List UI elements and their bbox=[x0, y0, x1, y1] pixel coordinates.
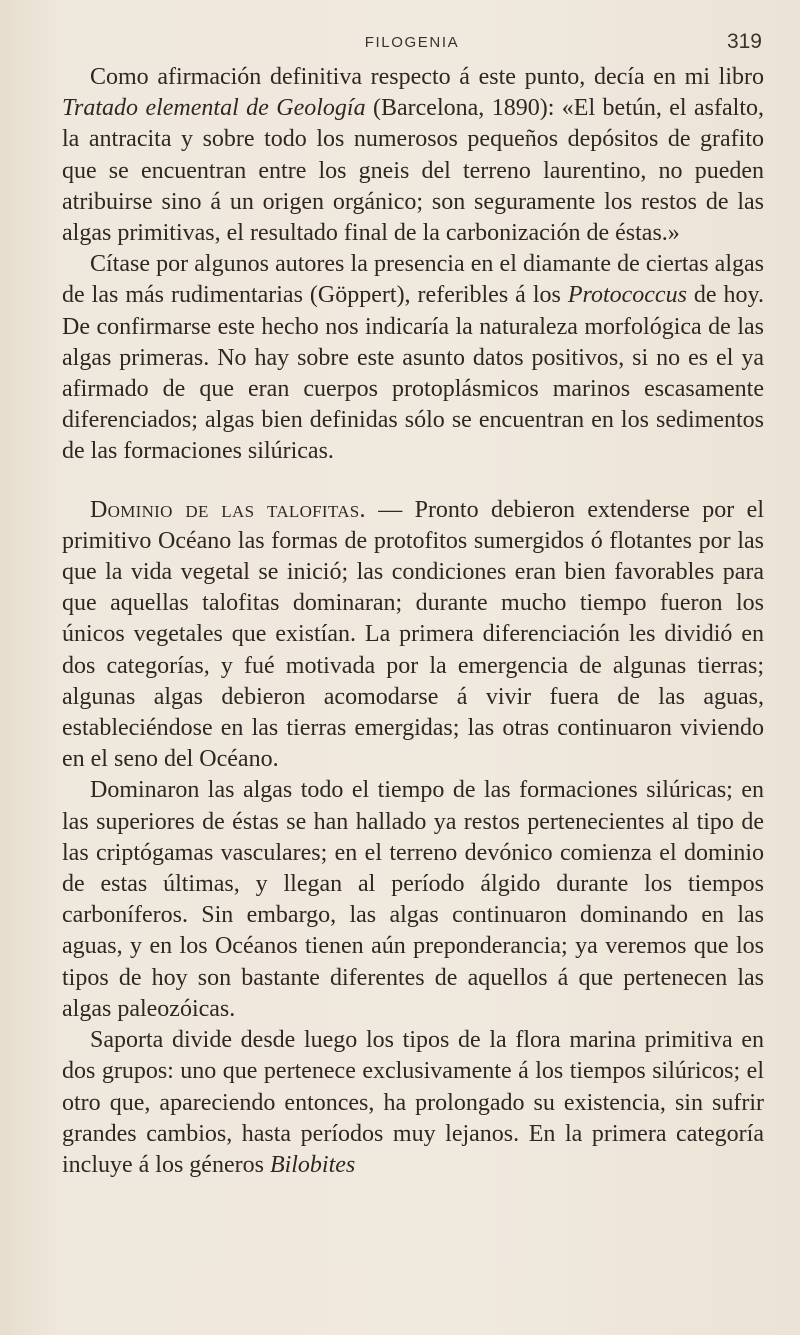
paragraph-1-text-b: (Barcelona, 1890): «El betún, el asfalto, la antracita y sobre todo los numerosos pequeños depósitos de grafito que se encuentran entre los gneis del terreno laurentino, no pueden atribuirse sino á un origen orgánico; son seguramente los restos de las algas primitivas, el resultado final de la carbonización de éstas.» bbox=[62, 95, 765, 247]
paragraph-4 bbox=[62, 775, 764, 1025]
paragraph-4-text: Dominaron las algas todo el tiempo de las formaciones silúricas; en las superiores de éstas se han hallado ya restos pertenecientes al tipo de las criptógamas vasculares; en el terreno devónico comienza el dominio de estas últimas, y llegan al período álgido durante los tiempos carboníferos. Sin embargo, las algas continuaron dominando en las aguas, y en los Océanos tienen aún preponderancia; ya veremos que los tipos de hoy son bastante diferentes de aquellos á que pertenecen las algas paleozóicas. bbox=[62, 777, 764, 1022]
paragraph-1-text-a: Como afirmación definitiva respecto á este punto, decía en mi libro bbox=[90, 64, 764, 90]
book-title-italic: Tratado elemental de Geología bbox=[62, 95, 366, 122]
paragraph-1 bbox=[62, 62, 764, 249]
page-number: 319 bbox=[726, 30, 762, 53]
paragraph-2-text-b: de hoy. De confirmarse este hecho nos indicaría la naturaleza morfológica de las algas primeras. No hay sobre este asunto datos positivos, si no es el ya afirmado de que eran cuerpos protoplásmicos marinos escasamente diferenciados; algas bien definidas sólo se encuentran en los sedimentos de las formaciones silúricas. bbox=[62, 282, 764, 465]
genus-italic-protococcus: Protococcus bbox=[567, 282, 687, 309]
page-header bbox=[62, 30, 762, 54]
paragraph-2-text-a: Cítase por algunos autores la presencia en el diamante de ciertas algas de las más rudimentarias (Göppert), referibles á los bbox=[62, 251, 764, 309]
paragraph-5-text: Saporta divide desde luego los tipos de la flora marina primitiva en dos grupos: uno que pertenece exclusivamente á los tiempos silúricos; el otro que, apareciendo entonces, ha prolongado su existencia, sin sufrir grandes cambios, hasta períodos muy lejanos. En la primera categoría incluye á los géneros bbox=[62, 1027, 764, 1178]
paragraph-5 bbox=[62, 1025, 764, 1181]
running-title: FILOGENIA bbox=[364, 34, 460, 51]
body-text bbox=[62, 62, 764, 1181]
section-heading: Dominio de las talofitas. bbox=[90, 496, 366, 523]
paragraph-3-text: — Pronto debieron extenderse por el primitivo Océano las formas de protofitos sumergidos ó flotantes por las que la vida vegetal se inició; las condiciones eran bien favorables para que aquellas talofitas dominaran; durante mucho tiempo fueron los únicos vegetales que existían. La primera diferenciación les dividió en dos categorías, y fué motivada por la emergencia de algunas tierras; algunas algas debieron acomodarse á vivir fuera de las aguas, estableciéndose en las tierras emergidas; las otras continuaron viviendo en el seno del Océano. bbox=[62, 496, 764, 773]
paragraph-3 bbox=[62, 495, 764, 776]
paragraph-2 bbox=[62, 249, 764, 467]
genus-italic-bilobites: Bilobites bbox=[269, 1151, 356, 1178]
